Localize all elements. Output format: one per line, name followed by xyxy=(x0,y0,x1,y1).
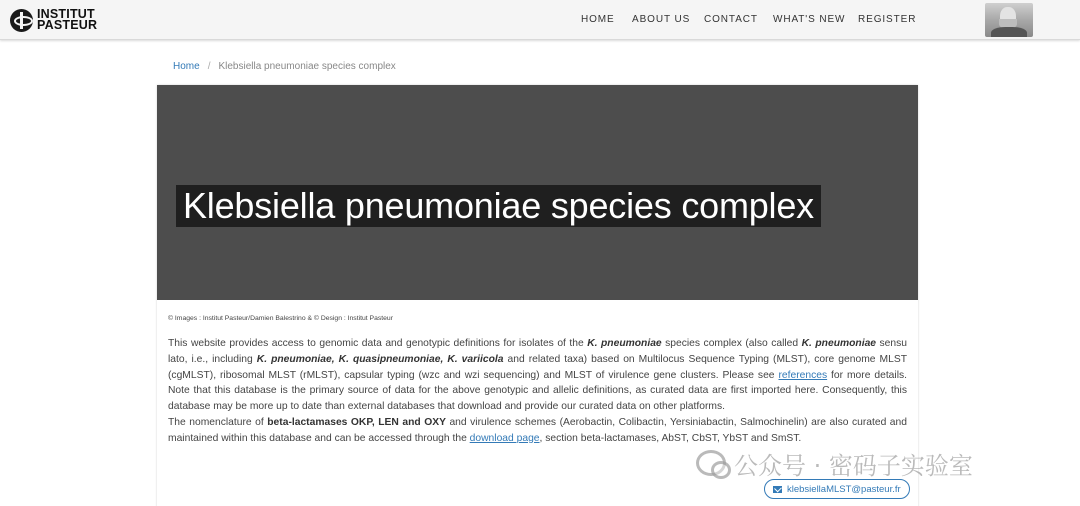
references-link[interactable]: references xyxy=(778,369,828,381)
pasteur-emblem-icon xyxy=(10,9,33,32)
wechat-watermark xyxy=(696,446,973,480)
wechat-icon xyxy=(696,450,726,476)
breadcrumb-current: Klebsiella pneumoniae species complex xyxy=(218,61,396,72)
hero-banner xyxy=(157,85,918,300)
nav-whats-new[interactable]: WHAT'S NEW xyxy=(773,14,846,25)
image-credit: © Images : Institut Pasteur/Damien Balestrino & © Design : Institut Pasteur xyxy=(168,315,393,322)
logo-text-line2: PASTEUR xyxy=(37,18,98,32)
nav-contact[interactable]: CONTACT xyxy=(704,14,758,25)
contact-email-button[interactable] xyxy=(764,479,910,499)
nav-home[interactable]: HOME xyxy=(581,14,615,25)
breadcrumb-separator: / xyxy=(207,61,211,72)
logo-text-line1: INSTITUT xyxy=(37,7,95,21)
breadcrumb-home-link[interactable]: Home xyxy=(173,61,200,72)
database-description xyxy=(168,336,907,447)
institut-pasteur-logo[interactable] xyxy=(10,8,97,32)
description-paragraph-1: This website provides access to genomic data and genotypic definitions for isolates of the K. pneumoniae species complex (also called K. pneumoniae sensu lato, i.e., including K. pneumoniae, K. quasipneumoniae, K. variicola and related taxa) based on Multilocus Sequence Typing (MLST), core genome MLST (cgMLST), ribosomal MLST (rMLST), capsular typing (wzc and wzi sequencing) and MLST of virulence gene clusters. Please see references for more details. Note that this database is the primary source of data for the above genotypic and allelic definitions, as curated data are first imported here. Consequently, this database may be more up to date than external databases that download and provide our curated data on other platforms. xyxy=(168,338,907,413)
page-title: Klebsiella pneumoniae species complex xyxy=(176,185,821,227)
mail-icon xyxy=(773,486,782,493)
description-paragraph-2: The nomenclature of beta-lactamases OKP, LEN and OXY and virulence schemes (Aerobactin, Colibactin, Yersiniabactin, Salmochinelin) are also curated and maintained within this database and can be accessed through the download page, section beta-lactamases, AbST, CbST, YbST and SmST. xyxy=(168,416,907,444)
site-header xyxy=(0,0,1080,40)
download-page-link[interactable]: download page xyxy=(469,432,540,444)
breadcrumb xyxy=(173,61,396,72)
watermark-text: 公众号 · 密码子实验室 xyxy=(734,451,973,480)
contact-email-text: klebsiellaMLST@pasteur.fr xyxy=(787,483,901,495)
nav-about-us[interactable]: ABOUT US xyxy=(632,14,691,25)
louis-pasteur-portrait-icon xyxy=(985,3,1033,37)
nav-register[interactable]: REGISTER xyxy=(858,14,917,25)
content-card xyxy=(157,85,918,506)
